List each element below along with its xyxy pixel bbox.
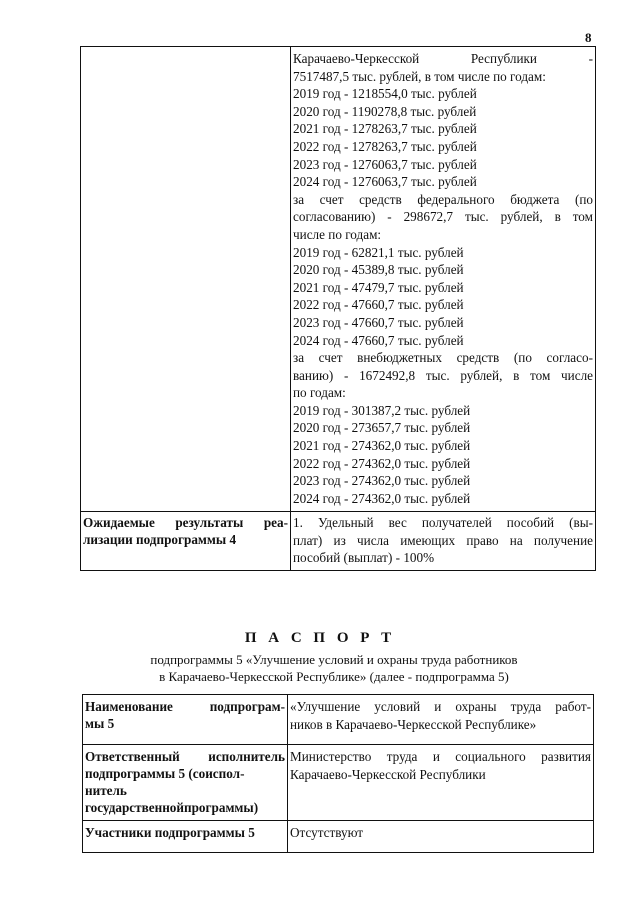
table-row bbox=[81, 47, 596, 512]
text-line: 2023 год - 47660,7 тыс. рублей bbox=[293, 314, 464, 330]
expected-results-label bbox=[83, 514, 288, 548]
passport-subtitle-line: подпрограммы 5 «Улучшение условий и охраны труда работников bbox=[150, 652, 518, 667]
text-line: 2024 год - 1276063,7 тыс. рублей bbox=[293, 174, 477, 190]
text-line: 1. Удельный вес получателей пособий (вы- bbox=[293, 515, 593, 530]
subprogram-4-passport-continuation-table bbox=[80, 46, 596, 571]
text-line: плат) из числа имеющих право на получение bbox=[293, 532, 593, 548]
table-row bbox=[81, 512, 596, 571]
text-line: «Улучшение условий и охраны труда работ- bbox=[290, 699, 591, 714]
text-line: 2019 год - 301387,2 тыс. рублей bbox=[293, 402, 471, 418]
passport-subtitle-line: в Карачаево-Черкесской Республике» (далее - подпрограмма 5) bbox=[159, 669, 509, 684]
text-line: за счет средств федерального бюджета (по bbox=[293, 191, 593, 207]
table-row bbox=[83, 695, 594, 745]
text-line: Ожидаемые результаты реа- bbox=[83, 515, 288, 530]
passport-subtitle bbox=[0, 651, 640, 685]
text-line: программы) bbox=[184, 800, 259, 815]
responsible-executor-value-cell bbox=[288, 745, 594, 821]
text-line: 2019 год - 62821,1 тыс. рублей bbox=[293, 244, 464, 260]
expected-results-value-cell bbox=[291, 512, 596, 571]
text-line: Отсутствуют bbox=[290, 825, 364, 840]
empty-label-cell bbox=[81, 47, 291, 512]
subprogram-name-label bbox=[85, 698, 285, 732]
expected-results-label-cell bbox=[81, 512, 291, 571]
table-row bbox=[83, 745, 594, 821]
text-line: Карачаево-Черкесской Республики bbox=[290, 766, 486, 782]
financing-text bbox=[293, 47, 593, 507]
text-line: Ответственный исполнитель bbox=[85, 749, 285, 764]
subprogram-5-passport-table bbox=[82, 694, 594, 853]
text-line: Министерство труда и социального развития bbox=[290, 749, 591, 764]
text-line: 2021 год - 1278263,7 тыс. рублей bbox=[293, 121, 477, 137]
responsible-executor-value bbox=[290, 748, 591, 783]
text-line: 2022 год - 47660,7 тыс. рублей bbox=[293, 297, 464, 313]
text-line: Карачаево-Черкесской Республики - bbox=[293, 51, 593, 66]
text-line: 2020 год - 45389,8 тыс. рублей bbox=[293, 262, 464, 278]
subprogram-name-value bbox=[290, 698, 591, 733]
participants-label-cell bbox=[83, 821, 288, 853]
participants-value bbox=[290, 824, 591, 842]
text-line: 2021 год - 274362,0 тыс. рублей bbox=[293, 438, 471, 454]
text-line: за счет внебюджетных средств (по согласо- bbox=[293, 350, 593, 366]
text-line: числе по годам: bbox=[293, 226, 382, 242]
text-line: лизации подпрограммы 4 bbox=[83, 532, 237, 547]
text-line: 2020 год - 1190278,8 тыс. рублей bbox=[293, 103, 477, 119]
participants-value-cell bbox=[288, 821, 594, 853]
text-line: 7517487,5 тыс. рублей, в том числе по годам: bbox=[293, 68, 546, 84]
text-line: пособий (выплат) - 100% bbox=[293, 550, 435, 566]
text-line: 2023 год - 274362,0 тыс. рублей bbox=[293, 473, 471, 489]
expected-results-value bbox=[293, 514, 593, 567]
passport-title: П А С П О Р Т bbox=[244, 630, 396, 646]
financing-volume-cell bbox=[291, 47, 596, 512]
text-line: 2021 год - 47479,7 тыс. рублей bbox=[293, 279, 464, 295]
page-number: 8 bbox=[585, 30, 592, 45]
text-line: ников в Карачаево-Черкесской Республике» bbox=[290, 716, 537, 732]
text-line: нитель государственной bbox=[85, 783, 184, 815]
text-line: подпрограммы 5 (соиспол- bbox=[85, 766, 245, 781]
text-line: 2023 год - 1276063,7 тыс. рублей bbox=[293, 156, 477, 172]
subprogram-name-value-cell bbox=[288, 695, 594, 745]
text-line: 2022 год - 1278263,7 тыс. рублей bbox=[293, 138, 477, 154]
text-line: 2024 год - 47660,7 тыс. рублей bbox=[293, 332, 464, 348]
text-line: Участники подпрограммы 5 bbox=[85, 825, 255, 840]
text-line: ванию) - 1672492,8 тыс. рублей, в том числе bbox=[293, 367, 593, 383]
text-line: 2020 год - 273657,7 тыс. рублей bbox=[293, 420, 471, 436]
responsible-executor-label-cell bbox=[83, 745, 288, 821]
text-line: Наименование подпрограм- bbox=[85, 699, 285, 714]
participants-label bbox=[85, 824, 285, 841]
text-line: мы 5 bbox=[85, 716, 115, 731]
text-line: 2024 год - 274362,0 тыс. рублей bbox=[293, 490, 471, 506]
table-row bbox=[83, 821, 594, 853]
subprogram-name-label-cell bbox=[83, 695, 288, 745]
responsible-executor-label bbox=[85, 748, 285, 816]
text-line: 2019 год - 1218554,0 тыс. рублей bbox=[293, 86, 477, 102]
text-line: по годам: bbox=[293, 385, 346, 401]
text-line: 2022 год - 274362,0 тыс. рублей bbox=[293, 455, 471, 471]
text-line: согласованию) - 298672,7 тыс. рублей, в том bbox=[293, 209, 593, 225]
